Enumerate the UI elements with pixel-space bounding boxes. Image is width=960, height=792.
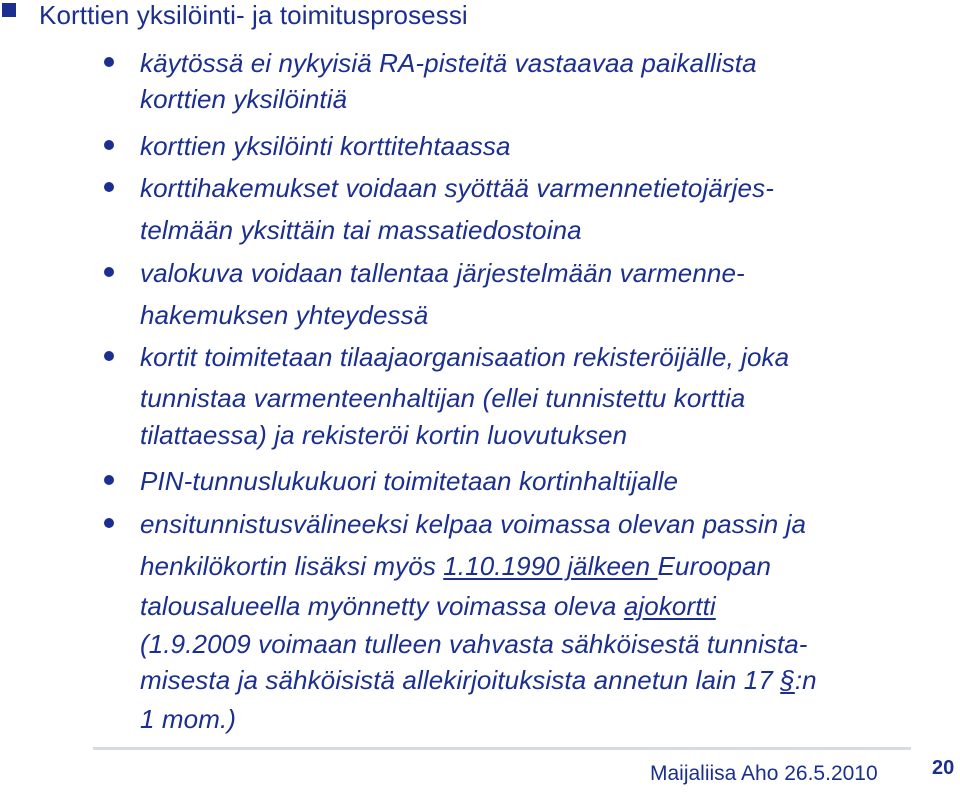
ajokortti-reference: ajokortti [623, 591, 716, 621]
text-span: talousalueella myönnetty voimassa oleva [140, 591, 624, 621]
bullet-text-line: hakemuksen yhteydessä [140, 300, 429, 330]
square-bullet-icon [2, 3, 16, 17]
page-number: 20 [932, 757, 955, 779]
footer-divider [93, 747, 911, 750]
round-bullet-icon [104, 475, 114, 485]
section-sign: § [780, 665, 795, 695]
round-bullet-icon [104, 140, 114, 150]
round-bullet-icon [104, 182, 114, 192]
text-span: :n [794, 665, 817, 695]
round-bullet-icon [104, 57, 114, 67]
bullet-text-line: käytössä ei nykyisiä RA-pisteitä vastaavaa paikallista [140, 48, 757, 78]
text-span: henkilökortin lisäksi myös [140, 551, 444, 581]
bullet-text-line: telmään yksittäin tai massatiedostoina [140, 215, 582, 245]
date-reference: 1.10.1990 jälkeen [443, 551, 658, 581]
bullet-text-line: ensitunnistusvälineeksi kelpaa voimassa olevan passin ja [140, 509, 807, 539]
text-span: Euroopan [657, 551, 772, 581]
bullet-text-line: korttihakemukset voidaan syöttää varmennetietojärjes- [140, 173, 774, 203]
bullet-text-line: kortit toimitetaan tilaajaorganisaation rekisteröijälle, joka [140, 342, 790, 372]
text-span: misesta ja sähköisistä allekirjoituksista annetun lain 17 [140, 665, 781, 695]
bullet-text-line: tunnistaa varmenteenhaltijan (ellei tunnistettu korttia [140, 383, 746, 413]
bullet-text-line: tilattaessa) ja rekisteröi kortin luovutuksen [140, 420, 628, 450]
bullet-text-line: PIN-tunnuslukukuori toimitetaan kortinhaltijalle [140, 466, 679, 496]
round-bullet-icon [104, 518, 114, 528]
bullet-text-line: valokuva voidaan tallentaa järjestelmään varmenne- [140, 258, 745, 288]
bullet-text-line: (1.9.2009 voimaan tulleen vahvasta sähköisestä tunnista- [140, 629, 808, 659]
round-bullet-icon [104, 267, 114, 277]
bullet-text-line: korttien yksilöinti korttitehtaassa [140, 131, 511, 161]
bullet-text-line [140, 663, 817, 697]
round-bullet-icon [104, 351, 114, 361]
bullet-text-line [140, 589, 716, 623]
slide-heading: Korttien yksilöinti- ja toimitusprosessi [39, 0, 468, 30]
footer-author-date: Maijaliisa Aho 26.5.2010 [650, 762, 878, 785]
bullet-text-line [140, 549, 771, 583]
bullet-text-line: 1 mom.) [140, 704, 237, 734]
bullet-text-line: korttien yksilöintiä [140, 84, 348, 114]
